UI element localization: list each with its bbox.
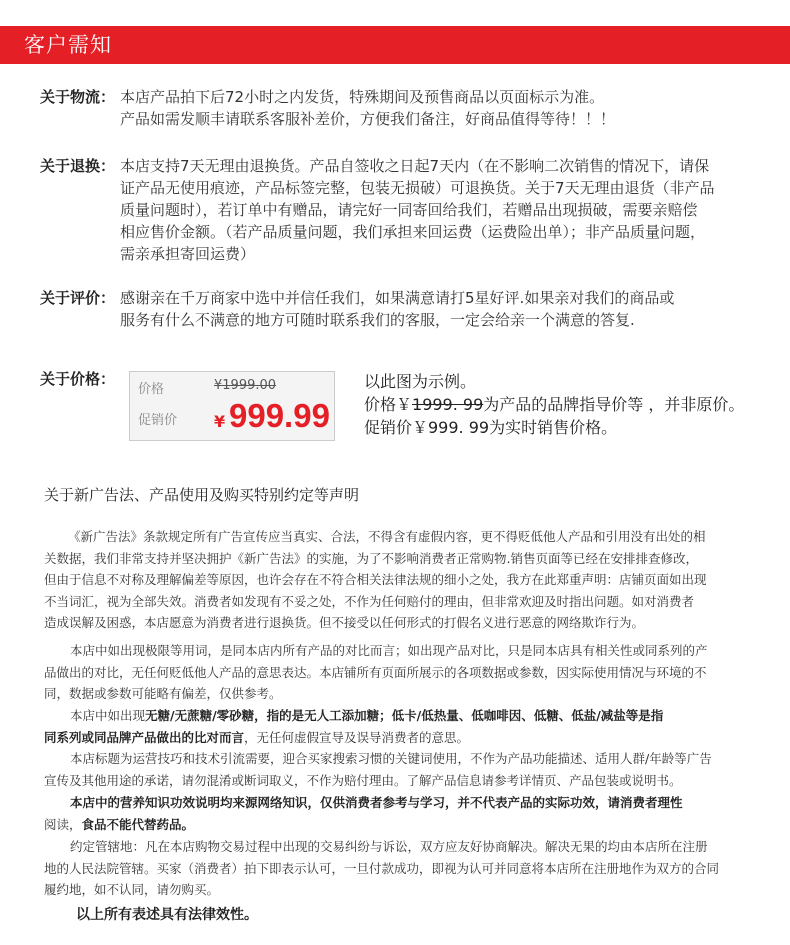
returns-label: 关于退换： (40, 157, 116, 175)
page-title: 客户需知 (24, 33, 112, 57)
statement-paragraph-5: 本店中的营养知识功效说明均来源网络知识，仅供消费者参考与学习，并不代表产品的实际功效，请消费者理性 阅读，食品不能代替药品。 (44, 795, 683, 832)
returns-line: 相应售价金额。（若产品质量问题，我们承担来回运费（运费险出单）；非产品质量问题， (120, 223, 706, 241)
price-notes (364, 370, 744, 439)
logistics-text (120, 86, 760, 130)
price-example-current: 999.99 (229, 397, 330, 434)
logistics-label: 关于物流： (40, 88, 116, 106)
price-label: 关于价格： (40, 370, 116, 388)
price-example-image (129, 371, 335, 441)
review-text (120, 287, 760, 331)
logistics-line: 本店产品拍下后72小时之内发货，特殊期间及预售商品以页面标示为准。 (120, 88, 605, 106)
statement-paragraph-3: 本店中如出现无糖/无蔗糖/零砂糖，指的是无人工添加糖；低卡/低热量、低咖啡因、低糖、低盐/减盐等是指 同系列或同品牌产品做出的比对而言，无任何虚假宣导及误导消费者的意思。 (44, 708, 664, 745)
header-bar (0, 26, 790, 64)
returns-line: 质量问题时），若订单中有赠品，请完好一同寄回给我们，若赠品出现损破，需要亲赔偿 (120, 201, 698, 219)
price-note-line: 以此图为示例。 (364, 372, 477, 391)
logistics-line: 产品如需发顺丰请联系客服补差价，方便我们备注，好商品值得等待！！！ (120, 110, 616, 128)
price-example-currency: ¥ (214, 412, 226, 431)
review-line: 感谢亲在千万商家中选中并信任我们，如果满意请打5星好评.如果亲对我们的商品或 (120, 289, 675, 307)
legal-validity-note: 以上所有表述具有法律效性。 (76, 907, 258, 923)
price-note-line: 促销价￥999. 99为实时销售价格。 (364, 418, 618, 437)
statement-paragraph-6: 约定管辖地：凡在本店购物交易过程中出现的交易纠纷与诉讼，双方应友好协商解决。解决无果的均由本店所在注册 地的人民法院管辖。买家（消费者）拍下即表示认可，一旦付款成功，即视为认可并同意将本店所在注册地作为双方的合同 履约地，如不认同，请勿购买。 (44, 839, 720, 897)
returns-line: 证产品无使用痕迹，产品标签完整，包装无损破）可退换货。关于7天无理由退货（非产品 (120, 179, 715, 197)
statement-paragraph-4: 本店标题为运营技巧和技术引流需要，迎合买家搜索习惯的关键词使用，不作为产品功能描述、适用人群/年龄等广告 宣传及其他用途的承诺，请勿混淆或断词取义，不作为赔付理由。了解产品信息请参考详情页、产品包装或说明书。 (44, 751, 712, 788)
returns-line: 本店支持7天无理由退换货。产品自签收之日起7天内（在不影响二次销售的情况下，请保 (120, 157, 710, 175)
review-line: 服务有什么不满意的地方可随时联系我们的客服，一定会给亲一个满意的答复. (120, 311, 635, 329)
returns-line: 需亲承担寄回运费） (120, 245, 256, 263)
price-example-label: 价格 (138, 382, 165, 397)
statement-paragraph-2: 本店中如出现极限等用词，是同本店内所有产品的对比而言；如出现产品对比，只是同本店具有相关性或同系列的产 品做出的对比，无任何贬低他人产品的意思表达。本店铺所有页面所展示的各项数据或参数，因实际使用情况与环境的不 同，数据或参数可能略有偏差，仅供参考。 (44, 643, 708, 701)
statement-title: 关于新广告法、产品使用及购买特别约定等声明 (44, 486, 360, 504)
review-label: 关于评价： (40, 289, 116, 307)
price-example-original: ¥1999.00 (214, 378, 277, 393)
statement-paragraph-1: 《新广告法》条款规定所有广告宣传应当真实、合法，不得含有虚假内容，更不得贬低他人产品和引用没有出处的相 关数据，我们非常支持并坚决拥护《新广告法》的实施，为了不影响消费者正常购物.销售页面等已经在安排排查修改， 但由于信息不对称及理解偏差等原因，也许会存在不符合相关法律法规的细小之处，我方在此郑重声明：店铺页面如出现 不当词汇，视为全部失效。消费者如发现有不妥之处，不作为任何赔付的理由，但非常欢迎及时指出问题。如对消费者 造成误解及困惑，本店愿意为消费者进行退换货。但不接受以任何形式的打假名义进行恶意的网络欺诈行为。 (44, 529, 707, 630)
price-example-promo-label: 促销价 (138, 413, 178, 428)
returns-text (120, 155, 760, 265)
price-note-line: 价格￥1999. 99为产品的品牌指导价等 ，并非原价。 (364, 395, 745, 414)
